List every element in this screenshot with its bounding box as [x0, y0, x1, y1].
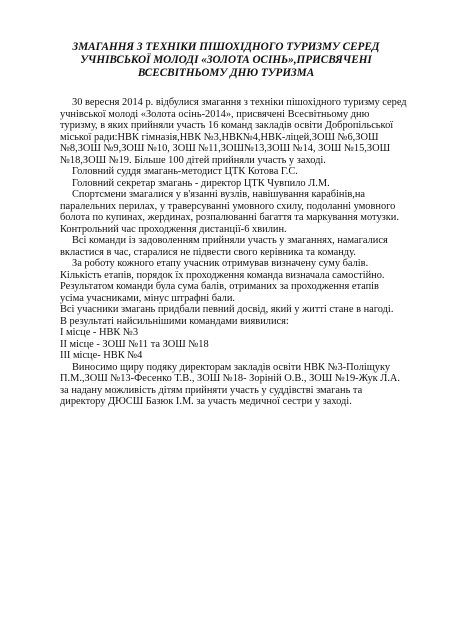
body-line: П.М.,ЗОШ №13-Фесенко Т.В., ЗОШ №18- Зоріній О.В., ЗОШ №19-Жук Л.А. [60, 373, 401, 384]
title-line-2: УЧНІВСЬКОЇ МОЛОДІ «ЗОЛОТА ОСІНЬ»,ПРИСВЯЧЕНІ [80, 54, 372, 66]
document-title [40, 41, 412, 80]
body-line: Головний суддя змагань-методист ЦТК Котова Г.С. [72, 166, 298, 177]
body-line: учнівської молоді «Золота осінь-2014», присвячені Всесвітньому дню [60, 108, 370, 120]
body-line: за надану можливість дітям прийняти участь у суддівстві змагань та [60, 384, 363, 396]
body-line: вкластися в час, старалися не підвести свого керівника та команду. [60, 246, 356, 258]
body-line: директору ДЮСШ Базюк І.М. за участь медичної сестри у заході. [60, 396, 352, 407]
body-line: Виносимо щиру подяку директорам закладів освіти НВК №3-Поліщуку [72, 361, 391, 373]
body-line: ІІ місце - ЗОШ №11 та ЗОШ №18 [60, 338, 209, 350]
body-line: болота по купинах, жердинах, розпалюванні багаття та маркування мотузки. [60, 212, 399, 223]
body-line: Спортсмени змагалися у в'язанні вузлів, навішування карабінів,на [72, 189, 366, 200]
body-line: Всі команди із задоволенням прийняли участь у змаганнях, намагалися [72, 235, 388, 246]
body-line: міської ради:НВК гімназія,НВК №3,НВК№4,НВК-ліцей,ЗОШ №6,ЗОШ [60, 131, 379, 143]
body-line: №8,ЗОШ №9,ЗОШ №10, ЗОШ №11,ЗОШ№13,ЗОШ №14, ЗОШ №15,ЗОШ [60, 143, 391, 154]
body-line: усіма учасниками, мінус штрафні бали. [60, 292, 236, 304]
body-line: Контрольний час проходження дистанції-6 хвилин. [60, 223, 287, 235]
body-line: ІІІ місце- НВК №4 [60, 350, 143, 361]
body-line: паралельних перилах, у траверсуванні умовного схилу, подоланні умовного [60, 200, 396, 212]
body-line: №18,ЗОШ №19. Більше 100 дітей прийняли участь у заході. [60, 154, 326, 166]
title-line-3: ВСЕСВІТНЬОМУ ДНЮ ТУРИЗМА [137, 67, 315, 79]
title-line-1: ЗМАГАННЯ З ТЕХНІКИ ПІШОХІДНОГО ТУРИЗМУ СЕРЕД [72, 41, 380, 53]
body-line: За роботу кожного етапу учасник отримував визначену суму балів. [72, 258, 369, 269]
body-line: Кількість етапів, порядок їх проходження команда визначала самостійно. [60, 269, 385, 281]
body-line: Результатом команди була сума балів, отриманих за проходження етапів [60, 281, 379, 292]
body-line: Головний секретар змагань - директор ЦТК Чувпило Л.М. [72, 177, 330, 189]
body-line: 30 вересня 2014 р. відбулися змагання з техніки пішохідного туризму серед [72, 97, 407, 108]
document-body [60, 97, 410, 408]
body-line: І місце - НВК №3 [60, 327, 139, 338]
body-line: Всі учасники змагань придбали певний досвід, який у житті стане в нагоді. [60, 304, 394, 315]
body-line: В результаті найсильнішими командами виявилися: [60, 315, 289, 327]
body-line: туризму, в яких прийняли участь 16 команд закладів освіти Добропільської [60, 120, 394, 131]
